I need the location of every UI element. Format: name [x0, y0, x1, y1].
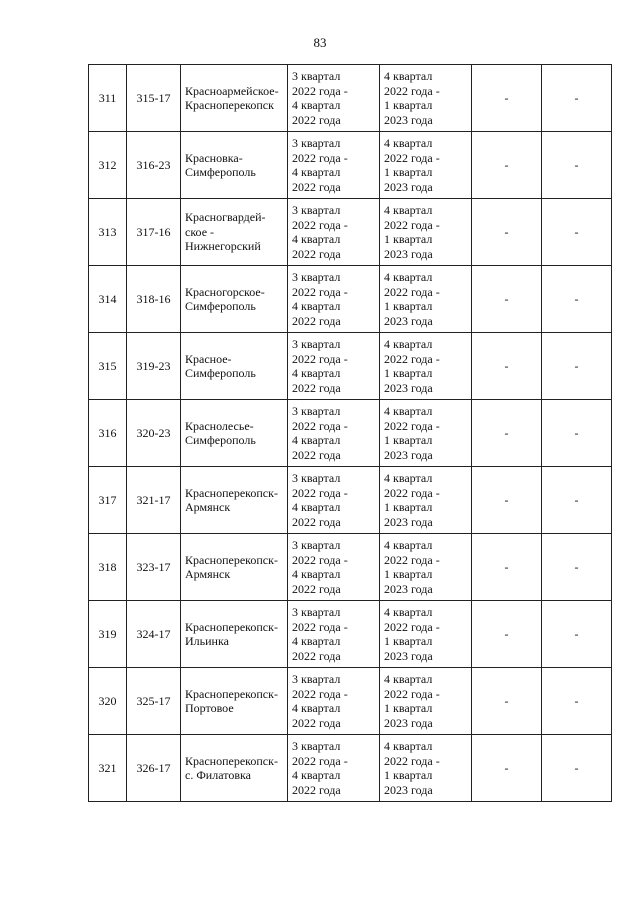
start-period-line: 3 квартал	[292, 672, 341, 686]
end-period-line: 2022 года -	[384, 83, 440, 98]
start-period-line: 2022 года -	[292, 686, 348, 701]
start-period-line: 2022 года	[292, 782, 341, 797]
row-number-cell: 312	[89, 132, 127, 199]
end-period-line: 2023 года	[384, 715, 433, 730]
column-6-cell: -	[472, 199, 542, 266]
row-number-cell: 314	[89, 266, 127, 333]
end-period-line: 4 квартал	[384, 69, 433, 83]
end-period-line: 2022 года -	[384, 284, 440, 299]
row-number-cell: 319	[89, 601, 127, 668]
route-name-line: Портовое	[185, 701, 234, 715]
start-period-line: 4 квартал	[292, 701, 341, 715]
end-period-line: 1 квартал	[384, 634, 433, 648]
route-name-cell	[181, 534, 288, 601]
start-period-line: 4 квартал	[292, 567, 341, 581]
end-period-cell	[380, 65, 472, 132]
start-period-cell	[288, 199, 380, 266]
column-7-cell: -	[542, 132, 612, 199]
end-period-line: 1 квартал	[384, 567, 433, 581]
table-row	[89, 65, 612, 132]
start-period-line: 2022 года -	[292, 351, 348, 366]
end-period-line: 1 квартал	[384, 98, 433, 112]
column-6-cell: -	[472, 467, 542, 534]
end-period-line: 2023 года	[384, 581, 433, 596]
start-period-line: 2022 года -	[292, 552, 348, 567]
route-name-cell	[181, 400, 288, 467]
row-number-cell: 315	[89, 333, 127, 400]
routes-table	[88, 64, 612, 802]
row-number-cell: 321	[89, 735, 127, 802]
start-period-line: 4 квартал	[292, 500, 341, 514]
end-period-line: 1 квартал	[384, 366, 433, 380]
table-row	[89, 735, 612, 802]
route-name-line: Красноармейское-	[185, 83, 279, 98]
route-code-cell: 320-23	[127, 400, 181, 467]
column-6-cell: -	[472, 266, 542, 333]
start-period-cell	[288, 65, 380, 132]
route-name-line: Симферополь	[185, 433, 256, 447]
column-7-cell: -	[542, 601, 612, 668]
table-row	[89, 400, 612, 467]
start-period-line: 2022 года -	[292, 150, 348, 165]
route-name-line: Красновка-	[185, 150, 243, 165]
table-row	[89, 199, 612, 266]
start-period-line: 3 квартал	[292, 270, 341, 284]
route-code-cell: 321-17	[127, 467, 181, 534]
row-number-cell: 317	[89, 467, 127, 534]
start-period-line: 4 квартал	[292, 634, 341, 648]
start-period-line: 3 квартал	[292, 69, 341, 83]
route-code-cell: 318-16	[127, 266, 181, 333]
column-6-cell: -	[472, 400, 542, 467]
start-period-cell	[288, 333, 380, 400]
route-name-cell	[181, 668, 288, 735]
end-period-line: 4 квартал	[384, 337, 433, 351]
route-name-line: Ильинка	[185, 634, 229, 648]
end-period-cell	[380, 534, 472, 601]
end-period-line: 2022 года -	[384, 150, 440, 165]
route-name-line: Симферополь	[185, 299, 256, 313]
end-period-line: 1 квартал	[384, 500, 433, 514]
start-period-cell	[288, 467, 380, 534]
start-period-line: 4 квартал	[292, 366, 341, 380]
end-period-line: 2023 года	[384, 648, 433, 663]
end-period-line: 4 квартал	[384, 203, 433, 217]
route-code-cell: 319-23	[127, 333, 181, 400]
start-period-cell	[288, 266, 380, 333]
end-period-line: 2022 года -	[384, 552, 440, 567]
column-7-cell: -	[542, 266, 612, 333]
column-6-cell: -	[472, 735, 542, 802]
start-period-line: 3 квартал	[292, 337, 341, 351]
end-period-cell	[380, 668, 472, 735]
column-6-cell: -	[472, 668, 542, 735]
start-period-cell	[288, 601, 380, 668]
column-7-cell: -	[542, 534, 612, 601]
start-period-line: 2022 года	[292, 514, 341, 529]
start-period-line: 2022 года	[292, 447, 341, 462]
column-7-cell: -	[542, 333, 612, 400]
start-period-line: 2022 года	[292, 380, 341, 395]
start-period-cell	[288, 132, 380, 199]
row-number-cell: 316	[89, 400, 127, 467]
table-row	[89, 668, 612, 735]
route-name-line: Красноперекопск-	[185, 686, 278, 701]
route-name-line: Армянск	[185, 567, 231, 581]
end-period-line: 1 квартал	[384, 299, 433, 313]
start-period-cell	[288, 400, 380, 467]
start-period-line: 2022 года	[292, 179, 341, 194]
end-period-line: 1 квартал	[384, 701, 433, 715]
row-number-cell: 318	[89, 534, 127, 601]
route-name-line: Красноперекопск	[185, 98, 274, 112]
route-name-cell	[181, 266, 288, 333]
table-row	[89, 534, 612, 601]
route-name-line: Армянск	[185, 500, 231, 514]
route-code-cell: 315-17	[127, 65, 181, 132]
end-period-line: 4 квартал	[384, 404, 433, 418]
route-code-cell: 317-16	[127, 199, 181, 266]
route-name-line: Симферополь	[185, 366, 256, 380]
end-period-line: 2023 года	[384, 514, 433, 529]
column-6-cell: -	[472, 333, 542, 400]
start-period-line: 2022 года -	[292, 753, 348, 768]
start-period-line: 3 квартал	[292, 136, 341, 150]
route-name-line: Красноперекопск-	[185, 485, 278, 500]
column-7-cell: -	[542, 467, 612, 534]
column-6-cell: -	[472, 65, 542, 132]
column-6-cell: -	[472, 534, 542, 601]
route-code-cell: 316-23	[127, 132, 181, 199]
route-name-line: Красное-	[185, 351, 232, 366]
route-code-cell: 326-17	[127, 735, 181, 802]
column-7-cell: -	[542, 668, 612, 735]
start-period-line: 4 квартал	[292, 98, 341, 112]
start-period-line: 2022 года -	[292, 83, 348, 98]
start-period-line: 2022 года -	[292, 418, 348, 433]
end-period-line: 2022 года -	[384, 753, 440, 768]
start-period-cell	[288, 534, 380, 601]
route-name-cell	[181, 601, 288, 668]
row-number-cell: 311	[89, 65, 127, 132]
end-period-line: 4 квартал	[384, 136, 433, 150]
route-name-line: ское -	[185, 224, 215, 239]
start-period-line: 3 квартал	[292, 404, 341, 418]
start-period-line: 2022 года -	[292, 485, 348, 500]
end-period-line: 2023 года	[384, 782, 433, 797]
end-period-cell	[380, 266, 472, 333]
end-period-line: 4 квартал	[384, 538, 433, 552]
end-period-line: 1 квартал	[384, 768, 433, 782]
route-name-line: Красногвардей-	[185, 210, 266, 225]
start-period-line: 4 квартал	[292, 768, 341, 782]
route-code-cell: 323-17	[127, 534, 181, 601]
start-period-line: 3 квартал	[292, 203, 341, 217]
end-period-cell	[380, 400, 472, 467]
column-7-cell: -	[542, 65, 612, 132]
route-name-cell	[181, 333, 288, 400]
end-period-cell	[380, 735, 472, 802]
column-7-cell: -	[542, 400, 612, 467]
column-6-cell: -	[472, 132, 542, 199]
route-name-line: Нижнегорский	[185, 239, 261, 254]
route-name-cell	[181, 467, 288, 534]
start-period-line: 3 квартал	[292, 739, 341, 753]
end-period-line: 4 квартал	[384, 270, 433, 284]
route-name-cell	[181, 132, 288, 199]
route-code-cell: 325-17	[127, 668, 181, 735]
end-period-line: 4 квартал	[384, 672, 433, 686]
end-period-line: 1 квартал	[384, 433, 433, 447]
start-period-line: 3 квартал	[292, 538, 341, 552]
column-6-cell: -	[472, 601, 542, 668]
end-period-line: 2022 года -	[384, 217, 440, 232]
start-period-line: 4 квартал	[292, 433, 341, 447]
end-period-line: 2022 года -	[384, 418, 440, 433]
start-period-line: 4 квартал	[292, 165, 341, 179]
table-row	[89, 601, 612, 668]
route-code-cell: 324-17	[127, 601, 181, 668]
row-number-cell: 313	[89, 199, 127, 266]
start-period-line: 2022 года	[292, 581, 341, 596]
end-period-cell	[380, 132, 472, 199]
end-period-cell	[380, 467, 472, 534]
route-name-line: Симферополь	[185, 165, 256, 179]
end-period-line: 2022 года -	[384, 351, 440, 366]
route-name-line: Красногорское-	[185, 284, 265, 299]
route-name-cell	[181, 65, 288, 132]
start-period-line: 2022 года	[292, 715, 341, 730]
end-period-line: 2022 года -	[384, 619, 440, 634]
start-period-line: 3 квартал	[292, 471, 341, 485]
end-period-cell	[380, 333, 472, 400]
table-row	[89, 132, 612, 199]
route-name-line: Красноперекопск-	[185, 753, 278, 768]
table-row	[89, 467, 612, 534]
end-period-line: 1 квартал	[384, 165, 433, 179]
start-period-line: 4 квартал	[292, 232, 341, 246]
start-period-cell	[288, 735, 380, 802]
end-period-line: 1 квартал	[384, 232, 433, 246]
start-period-cell	[288, 668, 380, 735]
start-period-line: 2022 года	[292, 112, 341, 127]
end-period-line: 4 квартал	[384, 605, 433, 619]
end-period-cell	[380, 601, 472, 668]
end-period-cell	[380, 199, 472, 266]
column-7-cell: -	[542, 199, 612, 266]
route-name-cell	[181, 735, 288, 802]
start-period-line: 2022 года	[292, 648, 341, 663]
end-period-line: 2023 года	[384, 246, 433, 261]
end-period-line: 4 квартал	[384, 739, 433, 753]
start-period-line: 3 квартал	[292, 605, 341, 619]
route-name-line: с. Филатовка	[185, 768, 251, 782]
route-name-cell	[181, 199, 288, 266]
table-row	[89, 333, 612, 400]
end-period-line: 2023 года	[384, 112, 433, 127]
row-number-cell: 320	[89, 668, 127, 735]
start-period-line: 4 квартал	[292, 299, 341, 313]
end-period-line: 2023 года	[384, 313, 433, 328]
end-period-line: 2023 года	[384, 380, 433, 395]
route-name-line: Красноперекопск-	[185, 619, 278, 634]
route-name-line: Красноперекопск-	[185, 552, 278, 567]
end-period-line: 2023 года	[384, 447, 433, 462]
table-row	[89, 266, 612, 333]
start-period-line: 2022 года -	[292, 619, 348, 634]
route-name-line: Краснолесье-	[185, 418, 254, 433]
end-period-line: 4 квартал	[384, 471, 433, 485]
start-period-line: 2022 года -	[292, 284, 348, 299]
routes-table-body	[89, 65, 612, 802]
end-period-line: 2023 года	[384, 179, 433, 194]
end-period-line: 2022 года -	[384, 686, 440, 701]
column-7-cell: -	[542, 735, 612, 802]
start-period-line: 2022 года	[292, 313, 341, 328]
start-period-line: 2022 года -	[292, 217, 348, 232]
start-period-line: 2022 года	[292, 246, 341, 261]
page-number: 83	[313, 35, 327, 50]
end-period-line: 2022 года -	[384, 485, 440, 500]
